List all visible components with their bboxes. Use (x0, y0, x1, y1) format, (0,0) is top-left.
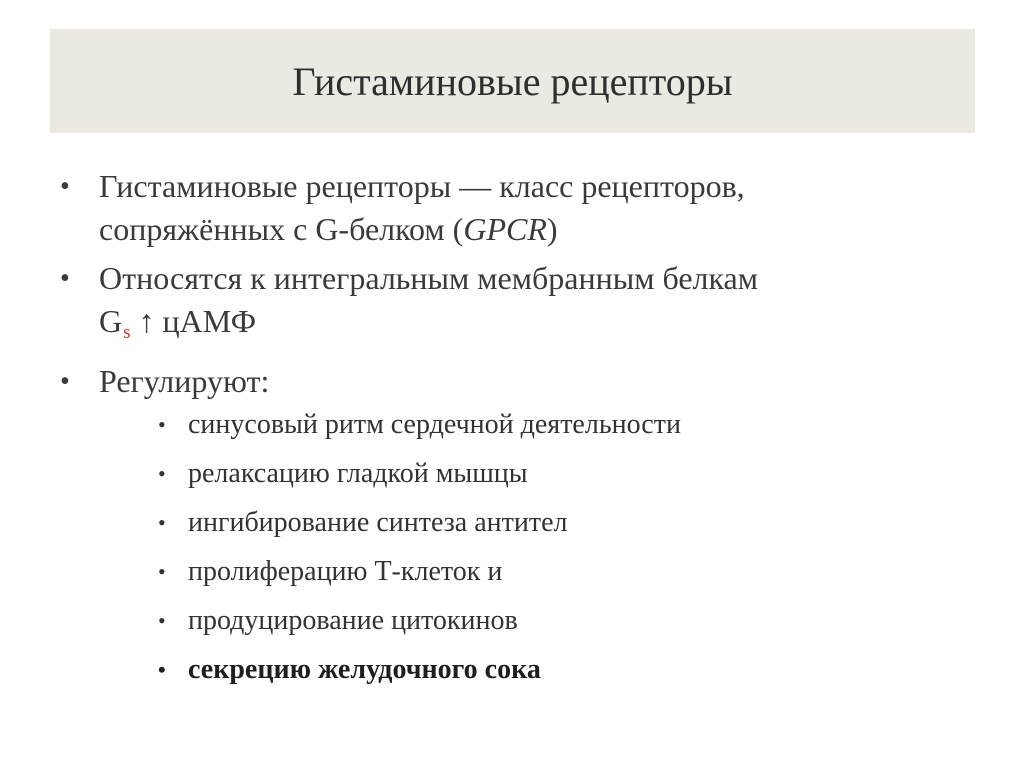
bullet-item-1 (58, 165, 978, 251)
bullet-1-line2-suffix: ) (546, 211, 558, 247)
sub-bullet-text: секрецию желудочного сока (188, 654, 541, 685)
sub-bullet-item (158, 455, 978, 493)
sub-bullet-item (158, 553, 978, 591)
sub-bullet-text: пролиферацию Т-клеток и (188, 556, 503, 587)
title-band (50, 29, 975, 133)
sub-bullet-list (158, 406, 978, 700)
bullet-item-3 (58, 360, 978, 403)
camp-increase-text: ↑ цАМФ (130, 303, 257, 339)
sub-bullet-item (158, 504, 978, 542)
bullet-1-line2-prefix: сопряжённых с G-белком ( (99, 211, 464, 247)
gpcr-abbreviation: GPCR (463, 211, 547, 247)
sub-bullet-text: ингибирование синтеза антител (188, 507, 568, 538)
bullet-3-text: Регулируют: (99, 363, 270, 399)
sub-bullet-item (158, 406, 978, 444)
sub-bullet-marker: • (158, 559, 166, 584)
gs-subscript: s (123, 322, 131, 343)
gs-protein-letter: G (99, 303, 123, 339)
sub-bullet-text: продуцирование цитокинов (188, 605, 518, 636)
sub-bullet-marker: • (158, 510, 166, 535)
bullet-list (58, 165, 978, 409)
bullet-marker: • (60, 366, 70, 397)
bullet-marker: • (60, 263, 70, 294)
sub-bullet-item (158, 602, 978, 640)
sub-bullet-marker: • (158, 412, 166, 437)
sub-bullet-item-highlighted (158, 651, 978, 689)
sub-bullet-text: синусовый ритм сердечной деятельности (188, 409, 681, 440)
bullet-item-2 (58, 257, 978, 354)
sub-bullet-text: релаксацию гладкой мышцы (188, 458, 528, 489)
bullet-2-line1: Относятся к интегральным мембранным белкам (99, 260, 758, 296)
sub-bullet-marker: • (158, 461, 166, 486)
sub-bullet-marker: • (158, 657, 166, 682)
slide-title: Гистаминовые рецепторы (292, 58, 733, 104)
bullet-1-line1: Гистаминовые рецепторы — класс рецепторов, (99, 168, 745, 204)
sub-bullet-marker: • (158, 608, 166, 633)
bullet-marker: • (60, 171, 70, 202)
